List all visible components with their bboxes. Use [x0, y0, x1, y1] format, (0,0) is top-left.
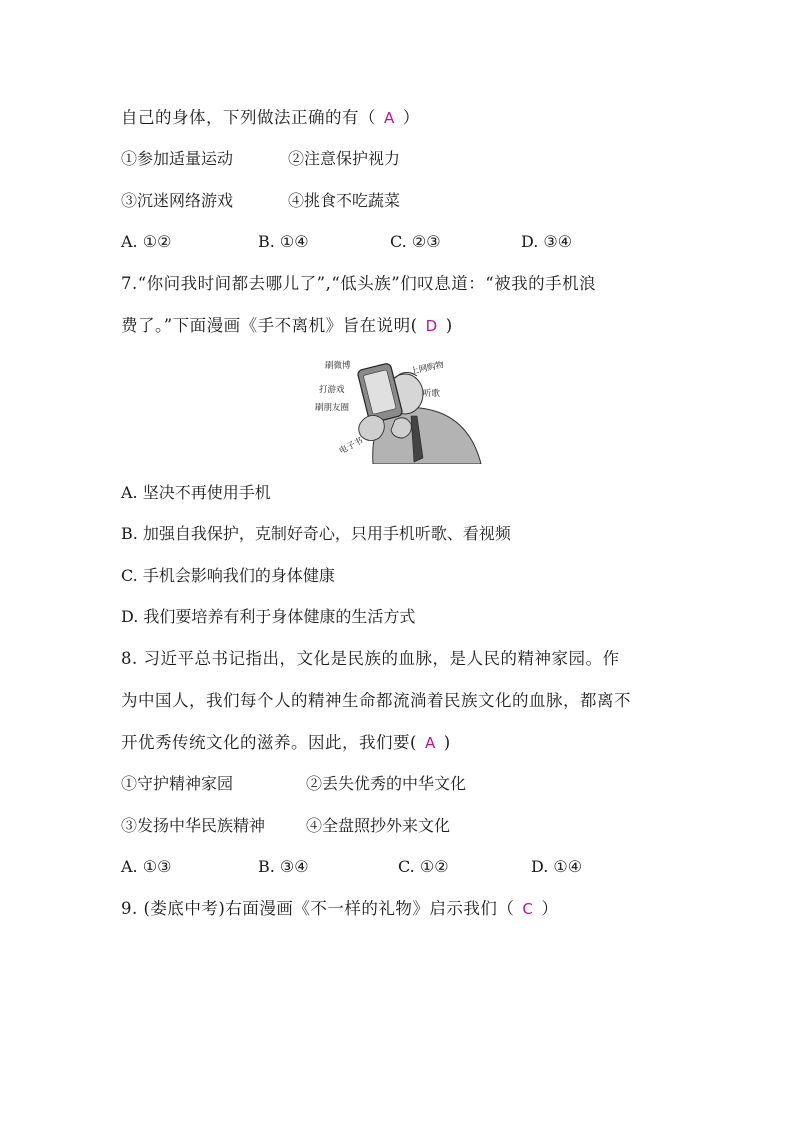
- q7-stem-text: 费了。”下面漫画《手不离机》旨在说明(: [121, 316, 418, 335]
- q8-option-c: C. ①②: [398, 857, 449, 876]
- q6-option-d: D. ③④: [521, 232, 573, 251]
- cartoon-label-weibo: 刷微博: [325, 361, 351, 371]
- q8-stem-line-3: [121, 731, 451, 755]
- q9-stem-text: 9. (娄底中考)右面漫画《不一样的礼物》启示我们（: [121, 899, 515, 918]
- q7-stem-line-1: 7.“你问我时间都去哪儿了”,“低头族”们叹息道：“被我的手机浪: [121, 274, 597, 293]
- q6-answer: A: [384, 109, 395, 127]
- cartoon-label-games: 打游戏: [319, 385, 345, 395]
- q8-option-b: B. ③④: [258, 857, 309, 876]
- q9-answer: C: [522, 900, 534, 918]
- q7-option-c: C. 手机会影响我们的身体健康: [121, 566, 335, 585]
- q9-stem-close: ）: [541, 899, 559, 918]
- q7-answer: D: [425, 317, 438, 335]
- q6-option-c: C. ②③: [390, 232, 441, 251]
- cartoon-label-shopping: 上网购物: [409, 360, 445, 377]
- q7-option-d: D. 我们要培养有利于身体健康的生活方式: [121, 607, 416, 626]
- q7-option-b: B. 加强自我保护，克制好奇心，只用手机听歌、看视频: [121, 524, 511, 543]
- q8-item-4: ④全盘照抄外来文化: [306, 816, 451, 835]
- q8-item-2: ②丢失优秀的中华文化: [306, 774, 467, 793]
- q6-stem-text: 自己的身体，下列做法正确的有（: [121, 108, 376, 127]
- q8-item-3: ③发扬中华民族精神: [121, 816, 266, 835]
- q6-item-4: ④挑食不吃蔬菜: [288, 191, 401, 210]
- q8-stem-line-2: 为中国人，我们每个人的精神生命都流淌着民族文化的血脉，都离不: [121, 691, 631, 710]
- q8-answer: A: [424, 734, 436, 752]
- q6-stem: [121, 106, 420, 130]
- q6-item-1: ①参加适量运动: [121, 149, 234, 168]
- q6-item-2: ②注意保护视力: [288, 149, 401, 168]
- q7-option-a: A. 坚决不再使用手机: [121, 483, 271, 502]
- cartoon-hand-left: [359, 415, 385, 440]
- q8-item-1: ①守护精神家园: [121, 774, 234, 793]
- q7-stem-close: ): [445, 316, 453, 335]
- q7-stem-line-2: [121, 314, 453, 338]
- q8-option-d: D. ①④: [531, 857, 583, 876]
- q8-stem-close: ): [443, 733, 451, 752]
- q6-item-3: ③沉迷网络游戏: [121, 191, 234, 210]
- cartoon-label-moments: 刷朋友圈: [315, 403, 350, 413]
- q6-option-b: B. ①④: [258, 232, 309, 251]
- q6-stem-close: ）: [402, 108, 420, 127]
- q9-stem: [121, 897, 558, 921]
- q8-option-a: A. ①③: [121, 857, 172, 876]
- q8-stem-line-1: 8. 习近平总书记指出，文化是民族的血脉，是人民的精神家园。作: [121, 649, 620, 668]
- cartoon-label-ebook: 电子书: [337, 435, 365, 457]
- q6-option-a: A. ①②: [121, 232, 172, 251]
- cartoon-label-music: 听歌: [423, 389, 441, 399]
- cartoon-phone-addiction: [313, 354, 483, 464]
- q8-stem-text: 开优秀传统文化的滋养。因此，我们要(: [121, 733, 417, 752]
